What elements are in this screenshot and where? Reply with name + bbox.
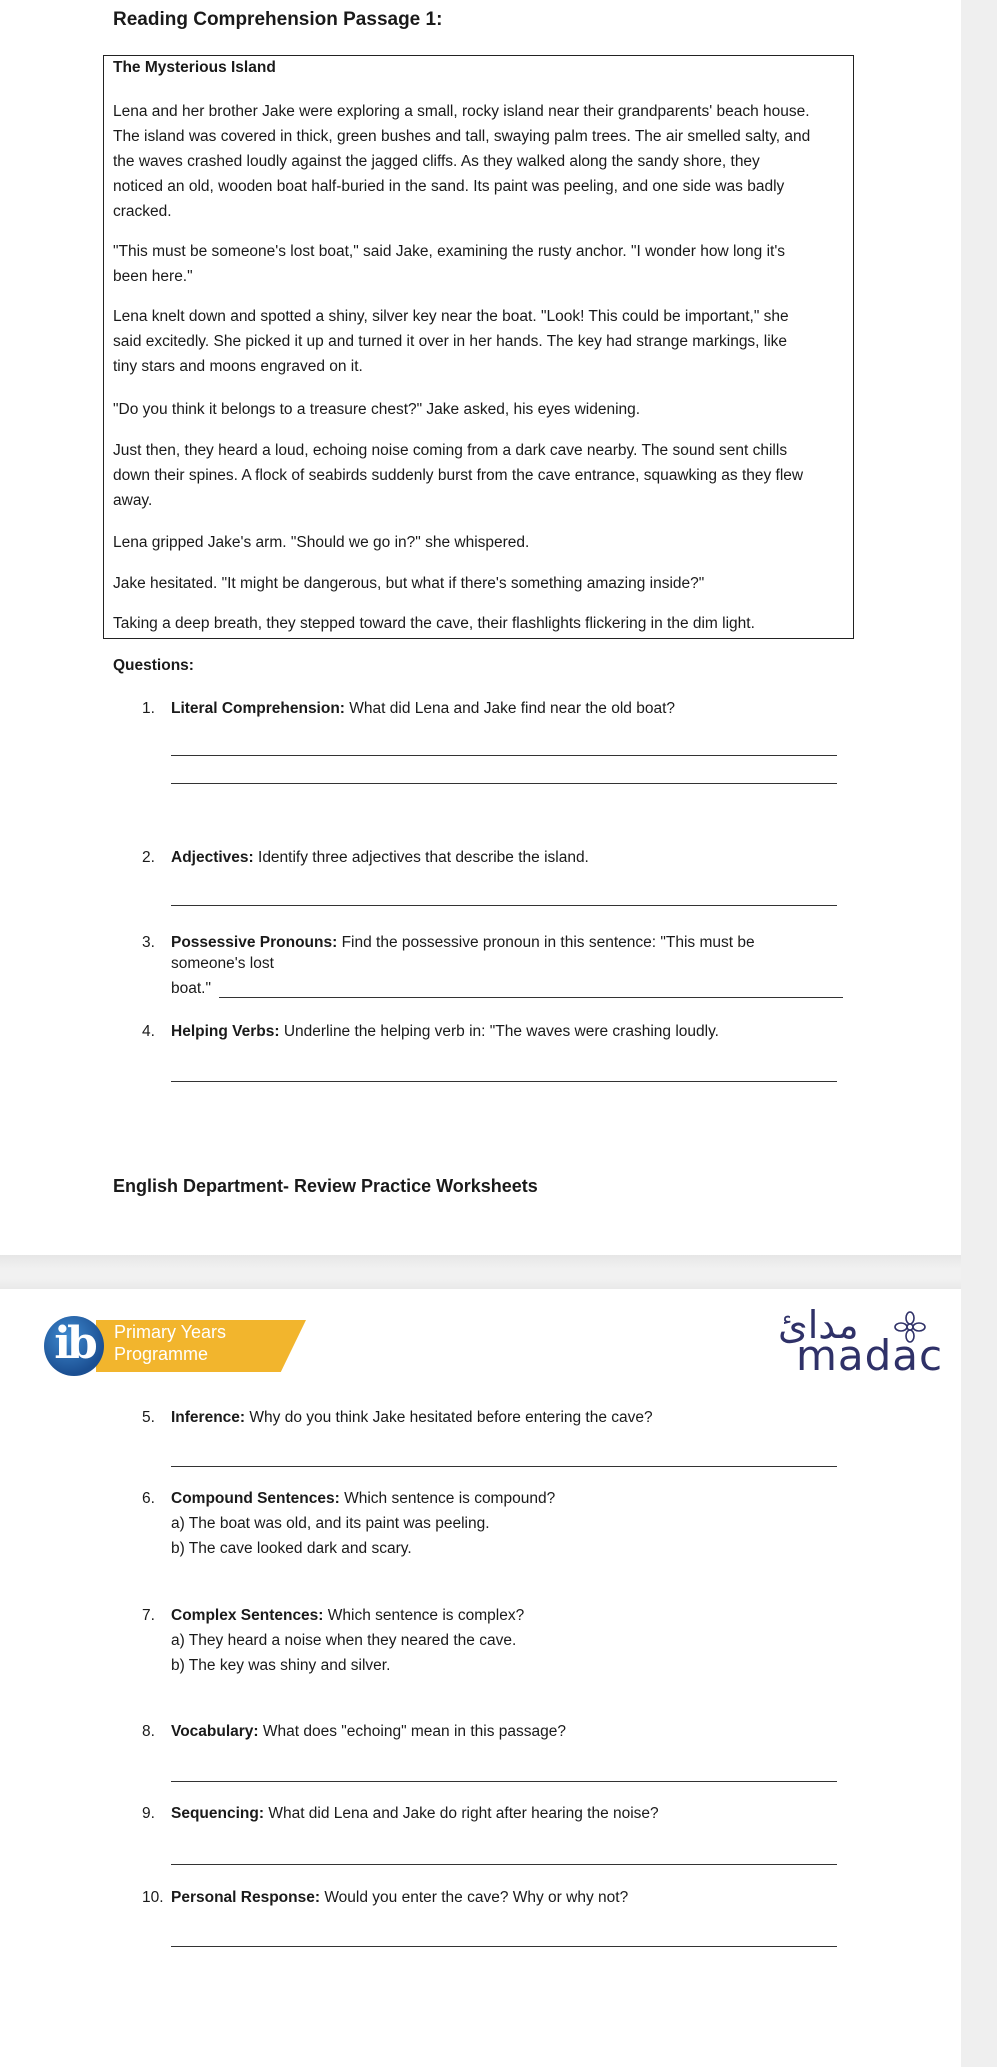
question-label: Sequencing: <box>171 1805 265 1822</box>
answer-option: a) The boat was old, and its paint was peeling. <box>171 1515 490 1532</box>
ib-logo-line2: Programme <box>114 1344 209 1364</box>
passage-paragraph: "This must be someone's lost boat," said Jake, examining the rusty anchor. "I wonder how long it's been here." <box>113 243 786 285</box>
viewer-gutter <box>961 0 997 2067</box>
answer-line[interactable] <box>171 1781 837 1782</box>
madac-latin-wordmark: madac <box>796 1331 944 1380</box>
question-number: 4. <box>142 1023 155 1040</box>
question-number: 7. <box>142 1607 155 1624</box>
question-number: 8. <box>142 1723 155 1740</box>
question-text: What did Lena and Jake do right after hearing the noise? <box>264 1805 659 1822</box>
story-title: The Mysterious Island <box>113 59 276 76</box>
question-text-continued: boat." <box>171 980 211 997</box>
question-label: Adjectives: <box>171 849 254 866</box>
ib-pyp-logo <box>44 1314 264 1378</box>
question-label: Complex Sentences: <box>171 1607 324 1624</box>
madac-arabic-wordmark: مدائ <box>778 1303 859 1347</box>
question-number: 9. <box>142 1805 155 1822</box>
question-label: Vocabulary: <box>171 1723 259 1740</box>
answer-option: a) They heard a noise when they neared the cave. <box>171 1632 517 1649</box>
question-number: 3. <box>142 934 155 951</box>
question-label: Helping Verbs: <box>171 1023 280 1040</box>
answer-line[interactable] <box>171 1864 837 1865</box>
question-text: Underline the helping verb in: "The waves were crashing loudly. <box>279 1023 719 1040</box>
question-text: Would you enter the cave? Why or why not? <box>320 1889 629 1906</box>
answer-line[interactable] <box>219 997 843 998</box>
ib-logo-line1: Primary Years <box>114 1322 227 1342</box>
madac-logo <box>770 1303 944 1383</box>
answer-line[interactable] <box>171 905 837 906</box>
question-label: Compound Sentences: <box>171 1490 340 1507</box>
ib-emblem: ib <box>44 1316 104 1376</box>
answer-line[interactable] <box>171 755 837 756</box>
answer-option: b) The key was shiny and silver. <box>171 1657 391 1674</box>
question-label: Literal Comprehension: <box>171 700 345 717</box>
passage-paragraph: Just then, they heard a loud, echoing noise coming from a dark cave nearby. The sound sent chills down their spines. A flock of seabirds suddenly burst from the cave entrance, squawking as they flew away. <box>113 442 804 509</box>
answer-line[interactable] <box>171 1466 837 1467</box>
question-text: What did Lena and Jake find near the old boat? <box>344 700 676 717</box>
passage-paragraph: Lena knelt down and spotted a shiny, silver key near the boat. "Look! This could be important," she said excitedly. She picked it up and turned it over in her hands. The key had strange markings, like tiny stars and moons engraved on it. <box>113 308 789 375</box>
passage-paragraph: Taking a deep breath, they stepped toward the cave, their flashlights flickering in the dim light. <box>113 615 755 632</box>
answer-line[interactable] <box>171 783 837 784</box>
question-text: Identify three adjectives that describe the island. <box>253 849 589 866</box>
flower-icon <box>892 1309 928 1345</box>
page-separator <box>0 1255 961 1289</box>
question-number: 10. <box>142 1889 164 1906</box>
question-text: What does "echoing" mean in this passage? <box>258 1723 566 1740</box>
question-label: Inference: <box>171 1409 246 1426</box>
answer-line[interactable] <box>171 1946 837 1947</box>
question-number: 6. <box>142 1490 155 1507</box>
question-number: 5. <box>142 1409 155 1426</box>
question-text-continued: someone's lost <box>171 955 274 972</box>
question-text: Why do you think Jake hesitated before entering the cave? <box>245 1409 653 1426</box>
question-label: Personal Response: <box>171 1889 321 1906</box>
question-text: Find the possessive pronoun in this sentence: "This must be <box>337 934 755 951</box>
answer-option: b) The cave looked dark and scary. <box>171 1540 412 1557</box>
passage-paragraph: "Do you think it belongs to a treasure chest?" Jake asked, his eyes widening. <box>113 401 641 418</box>
passage-heading: Reading Comprehension Passage 1: <box>113 9 443 30</box>
answer-line[interactable] <box>171 1081 837 1082</box>
passage-paragraph: Jake hesitated. "It might be dangerous, but what if there's something amazing inside?" <box>113 575 705 592</box>
question-number: 1. <box>142 700 155 717</box>
question-number: 2. <box>142 849 155 866</box>
passage-paragraph: Lena gripped Jake's arm. "Should we go in?" she whispered. <box>113 534 530 551</box>
question-text: Which sentence is complex? <box>323 1607 525 1624</box>
passage-paragraph: Lena and her brother Jake were exploring a small, rocky island near their grandparents' beach house. The island was covered in thick, green bushes and tall, swaying palm trees. The air smelled salty, and the waves crashed loudly against the jagged cliffs. As they walked along the sandy shore, they noticed an old, wooden boat half-buried in the sand. Its paint was peeling, and one side was badly cracked. <box>113 103 811 220</box>
department-footer: English Department- Review Practice Worksheets <box>113 1176 538 1196</box>
questions-title: Questions: <box>113 657 194 674</box>
question-text: Which sentence is compound? <box>339 1490 556 1507</box>
passage-box <box>103 55 854 639</box>
question-label: Possessive Pronouns: <box>171 934 338 951</box>
